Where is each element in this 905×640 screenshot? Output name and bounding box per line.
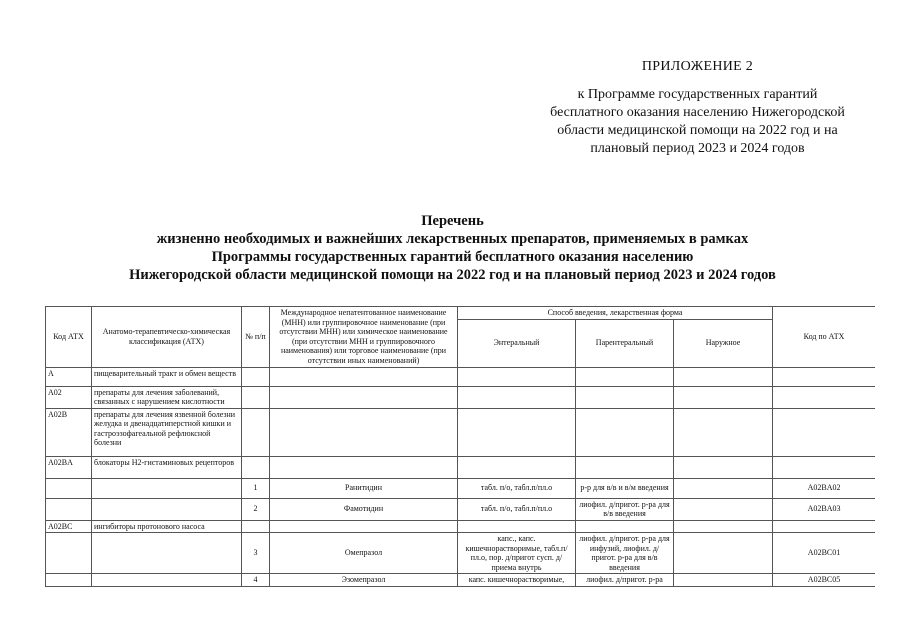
cell-class bbox=[92, 498, 242, 520]
cell-num bbox=[242, 408, 270, 456]
cell-code2: A02BA03 bbox=[773, 498, 875, 520]
table-header-row bbox=[46, 307, 876, 320]
cell-code2 bbox=[773, 456, 875, 478]
cell-inn: Ранитидин bbox=[270, 478, 458, 498]
cell-external bbox=[674, 386, 773, 408]
cell-code bbox=[46, 498, 92, 520]
cell-num: 2 bbox=[242, 498, 270, 520]
header-atc-class: Анатомо-терапевтическо-химическая классификация (АТХ) bbox=[92, 307, 242, 368]
table-row bbox=[46, 498, 876, 520]
table-row bbox=[46, 574, 876, 587]
header-route-group: Способ введения, лекарственная форма bbox=[458, 307, 773, 320]
header-parenteral: Парентеральный bbox=[576, 319, 674, 367]
header-enteral: Энтеральный bbox=[458, 319, 576, 367]
cell-external bbox=[674, 533, 773, 574]
cell-code bbox=[46, 533, 92, 574]
cell-class: препараты для лечения язвенной болезни желудка и двенадцатиперстной кишки и гастроэзофагеальной рефлюксной болезни bbox=[92, 408, 242, 456]
title-line: Нижегородской области медицинской помощи на 2022 год и на плановый период 2023 и 2024 годов bbox=[129, 267, 776, 283]
table-row bbox=[46, 456, 876, 478]
cell-inn bbox=[270, 367, 458, 386]
cell-code: A02BA bbox=[46, 456, 92, 478]
drug-list-table-wrapper bbox=[45, 306, 875, 588]
cell-enteral bbox=[458, 456, 576, 478]
cell-external bbox=[674, 520, 773, 533]
cell-inn: Фамотидин bbox=[270, 498, 458, 520]
cell-enteral bbox=[458, 367, 576, 386]
table-row bbox=[46, 386, 876, 408]
cell-code bbox=[46, 574, 92, 587]
document-title bbox=[0, 212, 905, 284]
table-row bbox=[46, 367, 876, 386]
cell-external bbox=[674, 478, 773, 498]
header-external: Наружное bbox=[674, 319, 773, 367]
cell-num: 3 bbox=[242, 533, 270, 574]
drug-list-table bbox=[45, 306, 875, 587]
cell-code: A02 bbox=[46, 386, 92, 408]
cell-parenteral bbox=[576, 367, 674, 386]
cell-code2 bbox=[773, 386, 875, 408]
appendix-line: плановый период 2023 и 2024 годов bbox=[590, 141, 805, 156]
cell-enteral: табл. п/о, табл.п/пл.о bbox=[458, 478, 576, 498]
cell-num bbox=[242, 520, 270, 533]
cell-enteral bbox=[458, 386, 576, 408]
appendix-header bbox=[530, 58, 865, 158]
table-row bbox=[46, 533, 876, 574]
cell-parenteral bbox=[576, 386, 674, 408]
cell-enteral: капс. кишечнорастворимые, bbox=[458, 574, 576, 587]
table-row bbox=[46, 478, 876, 498]
cell-parenteral: лиофил. д/пригот. р-ра для в/в введения bbox=[576, 498, 674, 520]
cell-parenteral bbox=[576, 456, 674, 478]
cell-code2 bbox=[773, 367, 875, 386]
cell-external bbox=[674, 367, 773, 386]
cell-external bbox=[674, 456, 773, 478]
cell-inn bbox=[270, 456, 458, 478]
cell-class: ингибиторы протонового насоса bbox=[92, 520, 242, 533]
cell-parenteral bbox=[576, 520, 674, 533]
cell-num bbox=[242, 386, 270, 408]
cell-code: A02BC bbox=[46, 520, 92, 533]
cell-num: 1 bbox=[242, 478, 270, 498]
title-line: жизненно необходимых и важнейших лекарственных препаратов, применяемых в рамках bbox=[156, 231, 749, 247]
cell-parenteral: р-р для в/в и в/м введения bbox=[576, 478, 674, 498]
cell-class: пищеварительный тракт и обмен веществ bbox=[92, 367, 242, 386]
cell-external bbox=[674, 498, 773, 520]
header-atc-code-2: Код по АТХ bbox=[773, 307, 875, 368]
cell-external bbox=[674, 574, 773, 587]
appendix-line: к Программе государственных гарантий bbox=[577, 87, 818, 102]
cell-code: A bbox=[46, 367, 92, 386]
cell-external bbox=[674, 408, 773, 456]
cell-code2: A02BC01 bbox=[773, 533, 875, 574]
cell-inn: Эзомепразол bbox=[270, 574, 458, 587]
cell-enteral bbox=[458, 408, 576, 456]
cell-inn bbox=[270, 386, 458, 408]
cell-class bbox=[92, 478, 242, 498]
cell-class bbox=[92, 533, 242, 574]
cell-class: блокаторы Н2-гистаминовых рецепторов bbox=[92, 456, 242, 478]
cell-num bbox=[242, 456, 270, 478]
cell-enteral: табл. п/о, табл.п/пл.о bbox=[458, 498, 576, 520]
cell-num bbox=[242, 367, 270, 386]
cell-inn: Омепразол bbox=[270, 533, 458, 574]
cell-code: A02B bbox=[46, 408, 92, 456]
table-row bbox=[46, 408, 876, 456]
cell-enteral bbox=[458, 520, 576, 533]
appendix-line: бесплатного оказания населению Нижегородской bbox=[550, 105, 845, 120]
appendix-title: ПРИЛОЖЕНИЕ 2 bbox=[641, 59, 754, 74]
cell-parenteral: лиофил. д/пригот. р-ра bbox=[576, 574, 674, 587]
cell-parenteral: лиофил. д/пригот. р-ра для инфузий, лиофил. д/пригот. р-ра для в/в введения bbox=[576, 533, 674, 574]
cell-inn bbox=[270, 520, 458, 533]
cell-parenteral bbox=[576, 408, 674, 456]
cell-class: препараты для лечения заболеваний, связанных с нарушением кислотности bbox=[92, 386, 242, 408]
cell-code2: A02BC05 bbox=[773, 574, 875, 587]
cell-code2 bbox=[773, 520, 875, 533]
cell-code2: A02BA02 bbox=[773, 478, 875, 498]
title-line: Программы государственных гарантий бесплатного оказания населению bbox=[211, 249, 694, 265]
title-line: Перечень bbox=[421, 213, 484, 229]
appendix-line: области медицинской помощи на 2022 год и на bbox=[557, 123, 838, 138]
header-atc-code: Код АТХ bbox=[46, 307, 92, 368]
cell-code2 bbox=[773, 408, 875, 456]
cell-code bbox=[46, 478, 92, 498]
cell-num: 4 bbox=[242, 574, 270, 587]
cell-enteral: капс., капс. кишечнорастворимые, табл.п/пл.о, пор. д/пригот сусп. д/приема внутрь bbox=[458, 533, 576, 574]
table-row bbox=[46, 520, 876, 533]
header-inn: Международное непатентованное наименование (МНН) или группировочное наименование (при отсутствии МНН) или химическое наименование (при отсутствии МНН и группировочного наименования) или торговое наименование (при отсутствии иных наименований) bbox=[270, 307, 458, 368]
cell-class bbox=[92, 574, 242, 587]
header-num: № п/п bbox=[242, 307, 270, 368]
cell-inn bbox=[270, 408, 458, 456]
